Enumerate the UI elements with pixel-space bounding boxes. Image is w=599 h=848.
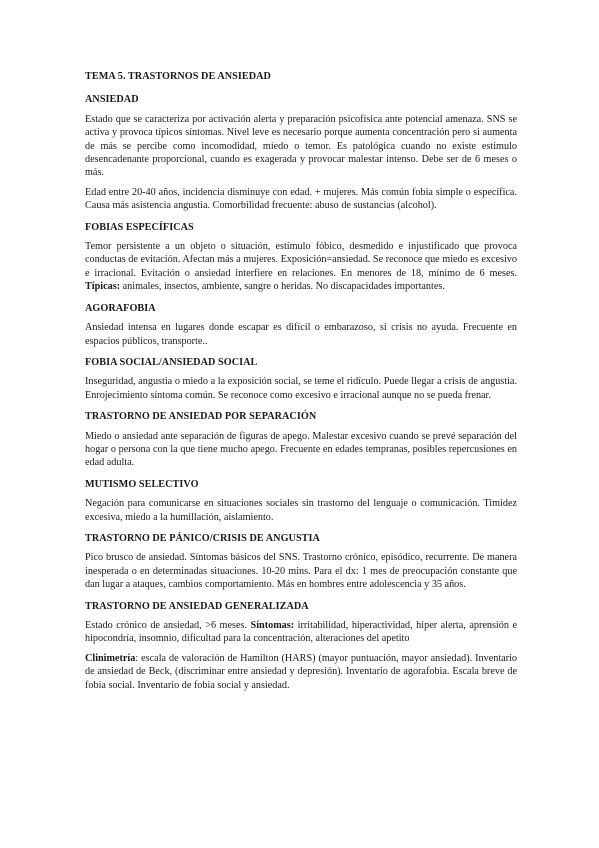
paragraph-ansiedad-generalizada	[85, 619, 517, 646]
paragraph-ansiedad-1: Estado que se caracteriza por activación alerta y preparación psicofísica ante potencial amenaza. SNS se activa y provoca típicos síntomas. Nivel leve es necesario porque aumenta concentración pero si aumenta de más se percibe como incomodidad, miedo o temor. Es patológica cuando no existe estimulo desencadenante proporcional, cuando es exagerada y provocar malestar intenso. Debe ser de 6 meses o más.	[85, 113, 517, 179]
document-page	[85, 70, 517, 698]
heading-ansiedad: ANSIEDAD	[85, 94, 139, 106]
heading-ansiedad-separacion: TRASTORNO DE ANSIEDAD POR SEPARACIÓN	[85, 411, 317, 423]
fobias-main-text: Temor persistente a un objeto o situación, estímulo fóbico, desmedido e injustificado que provoca conductas de evitación. Afectan más a mujeres. Exposición=ansiedad. Se reconoce que miedo es excesivo e irracional. Evitación o ansiedad interfiere en relaciones. En menores de 18, mínimo de 6 meses.	[85, 241, 517, 279]
paragraph-fobia-social: Inseguridad, angustia o miedo a la exposición social, se teme el ridículo. Puede llegar a crisis de angustia. Enrojecimiento síntoma común. Se reconoce como excesivo e irracional aunque no se pueda frenar.	[85, 376, 517, 401]
document-title: TEMA 5. TRASTORNOS DE ANSIEDAD	[85, 71, 271, 82]
heading-agorafobia: AGORAFOBIA	[85, 302, 156, 314]
typical-text: animales, insectos, ambiente, sangre o heridas. No discapacidades importantes.	[120, 281, 445, 293]
clinimetry-label: Clinimetría	[85, 652, 136, 664]
paragraph-mutismo-selectivo: Negación para comunicarse en situaciones sociales sin trastorno del lenguaje o comunicación. Timidez excesiva, miedo a la humillación, aislamiento.	[85, 498, 517, 523]
paragraph-clinimetria	[85, 652, 517, 692]
clinimetry-text: : escala de valoración de Hamilton (HARS) (mayor puntuación, mayor ansiedad). Inventario de ansiedad de Beck, (discriminar entre ansiedad y depresión). Inventario de agorafobia. Escala breve de fobia social. Inventario de fobia social y ansiedad.	[85, 652, 517, 691]
heading-fobia-social: FOBIA SOCIAL/ANSIEDAD SOCIAL	[85, 356, 258, 368]
tag-intro: Estado crónico de ansiedad, >6 meses.	[85, 620, 251, 631]
heading-fobias-especificas: FOBIAS ESPECÍFICAS	[85, 221, 194, 233]
typical-label: Típicas:	[85, 281, 121, 293]
heading-trastorno-panico: TRASTORNO DE PÁNICO/CRISIS DE ANGUSTIA	[85, 532, 320, 544]
heading-mutismo-selectivo: MUTISMO SELECTIVO	[85, 478, 199, 490]
symptoms-label: Síntomas:	[250, 620, 295, 631]
paragraph-agorafobia: Ansiedad intensa en lugares donde escapar es difícil o embarazoso, si crisis no ayuda. Frecuente en espacios públicos, transporte..	[85, 322, 517, 347]
paragraph-fobias-especificas	[85, 240, 517, 294]
symptoms-text: irritabilidad, hiperactividad, hiper alerta, aprensión e hipocondría, insomnio, dificultad para la concentración, alteraciones del apetito	[85, 620, 517, 645]
heading-ansiedad-generalizada: TRASTORNO DE ANSIEDAD GENERALIZADA	[85, 600, 309, 612]
paragraph-ansiedad-2: Edad entre 20-40 años, incidencia disminuye con edad. + mujeres. Más común fobia simple o específica. Causa más asistencia angustia. Comorbilidad frecuente: abuso de sustancias (alcohol).	[85, 186, 517, 212]
paragraph-trastorno-panico: Pico brusco de ansiedad. Síntomas básicos del SNS. Trastorno crónico, episódico, recurrente. De manera inesperada o en determinadas situaciones. 10-20 mins. Para el dx: 1 mes de preocupación constante que dan lugar a ataques, cambios comportamiento. Más en hombres entre adolescencia y 35 años.	[85, 552, 517, 591]
paragraph-ansiedad-separacion: Miedo o ansiedad ante separación de figuras de apego. Malestar excesivo cuando se prevé separación del hogar o persona con la que tiene mucho apego. Frecuente en edades tempranas, posibles repercusiones en edad adulta.	[85, 430, 517, 469]
